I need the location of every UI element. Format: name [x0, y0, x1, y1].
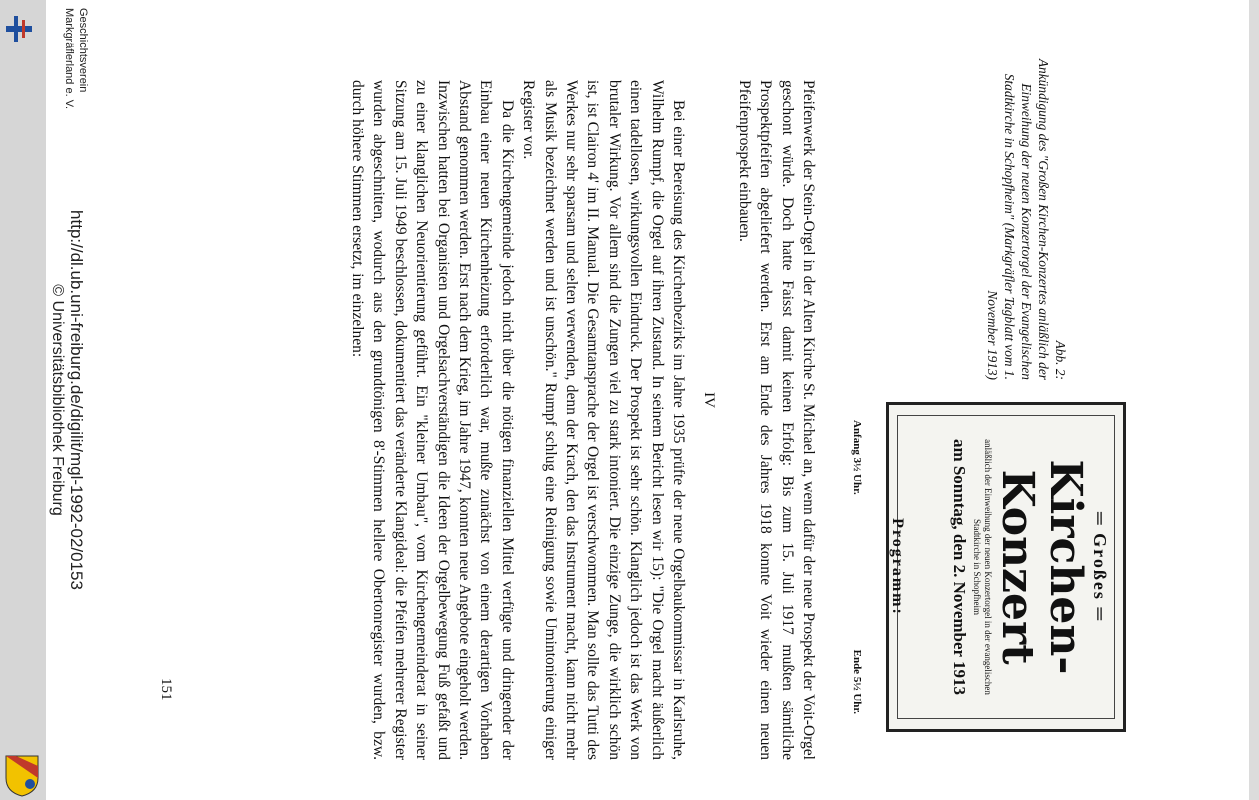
caption-text: Ankündigung des "Großen Kirchen-Konzertes anläßlich der Einweihung der neuen Konzertorgel der Evangelischen Stadtkirche in Schopfheim" (Markgräfler Tagblatt vom 1. November 1913): [985, 58, 1051, 380]
viewer-left-margin: [0, 0, 46, 800]
figure-program-block: [863, 420, 885, 714]
page-number: 151: [158, 678, 174, 701]
figure-subline: anläßlich der Einweihung der neuen Konzertorgel in der evangelischen Stadtkirche in Schopfheim: [972, 439, 993, 695]
section-heading: IV: [701, 392, 717, 408]
figure-title-line: ═ Großes ═: [1090, 511, 1110, 623]
figure-date: am Sonntag, den 2. November 1913: [950, 438, 969, 696]
scanned-page: [46, 0, 1249, 800]
figure-program-label: Programm:: [889, 518, 906, 616]
figure-time-end: Ende 5½ Uhr.: [851, 649, 863, 714]
coat-of-arms-icon: [2, 752, 42, 798]
figure-headline: Kirchen-Konzert: [992, 459, 1091, 675]
viewer-right-margin: [1249, 0, 1259, 800]
corner-label-2: Markgräflerland e. V.: [63, 8, 75, 110]
paragraph-3: Da die Kirchengemeinde jedoch nicht über die nötigen finanziellen Mittel verfügte und dringender der Einbau einer neuen Kirchenheizung erforderlich war, mußte zunächst von einem derartigen Vorhaben Abstand genommen werden. Erst nach dem Krieg, im Jahre 1947, konnten neue Angebote eingeholt werden. Inzwischen hatten bei Organisten und Orgelsachverständigen die Ideen der Orgelbewegung Fuß gefaßt und zu einer klanglichen Neuorientierung geführt. Ein "kleiner Umbau", vom Kirchengemeinderat in seiner Sitzung am 15. Juli 1949 beschlossen, dokumentiert das veränderte Klangideal: die Pfeifen mehrerer Register wurden abgeschnitten, wodurch aus den grundtönigen 8'-Stimmen hellere Obertonregister wurden, bzw. durch höhere Stimmen ersetzt, im einzelnen:: [348, 80, 516, 760]
copyright-line: © Universitätsbibliothek Freiburg: [49, 284, 66, 516]
figure-performers-block: [909, 420, 947, 714]
caption-label: Abb. 2:: [1053, 340, 1068, 380]
library-logo-icon: [2, 14, 36, 44]
concert-announcement-image: [851, 402, 1126, 732]
corner-label-1: Geschichtsverein: [77, 8, 89, 93]
rotated-page-content: [46, 0, 1249, 800]
paragraph-1: Pfeifenwerk der Stein-Orgel in der Alten Kirche St. Michael an, wenn dafür der neue Prospekt der Voit-Orgel geschont würde. Doch hatte Faisst damit keinen Erfolg: Bis zum 15. Juli 1917 mußten sämtliche Prospektpfeifen abgeliefert werden. Erst am Ende des Jahres 1918 konnte Voit wieder einen neuen Pfeifenprospekt einbauen.: [735, 80, 817, 760]
source-url[interactable]: http://dl.ub.uni-freiburg.de/digilit/mgl-1992-02/0153: [67, 210, 86, 590]
body-text: [347, 80, 690, 760]
figure-time-start: Anfang 3½ Uhr.: [851, 420, 863, 495]
paragraph-2: Bei einer Bereisung des Kirchenbezirks im Jahre 1935 prüfte der neue Orgelbaukommissar in Karlsruhe, Wilhelm Rumpf, die Orgel auf ihren Zustand. In seinem Bericht lesen wir 15): "Die Orgel macht äußerlich einen tadellosen, wirkungsvollen Eindruck. Der Prospekt ist sehr schön. Klanglich jedoch ist das Werk von brutaler Wirkung. Vor allem sind die Zungen viel zu stark intoniert. Die einzige Zunge, die wirklich schön ist, ist Clairon 4' im II. Manual. Die Gesamtansprache der Orgel ist verschwommen. Man sollte das Tutti des Werkes nur sehr sparsam und selten verwenden, denn der Krach, den das Instrument macht, kann nicht mehr als Musik bezeichnet werden und ist unschön." Rumpf schlug eine Reinigung sowie Umintonierung einiger Register vor.: [520, 80, 687, 760]
figure-caption: [984, 40, 1069, 380]
